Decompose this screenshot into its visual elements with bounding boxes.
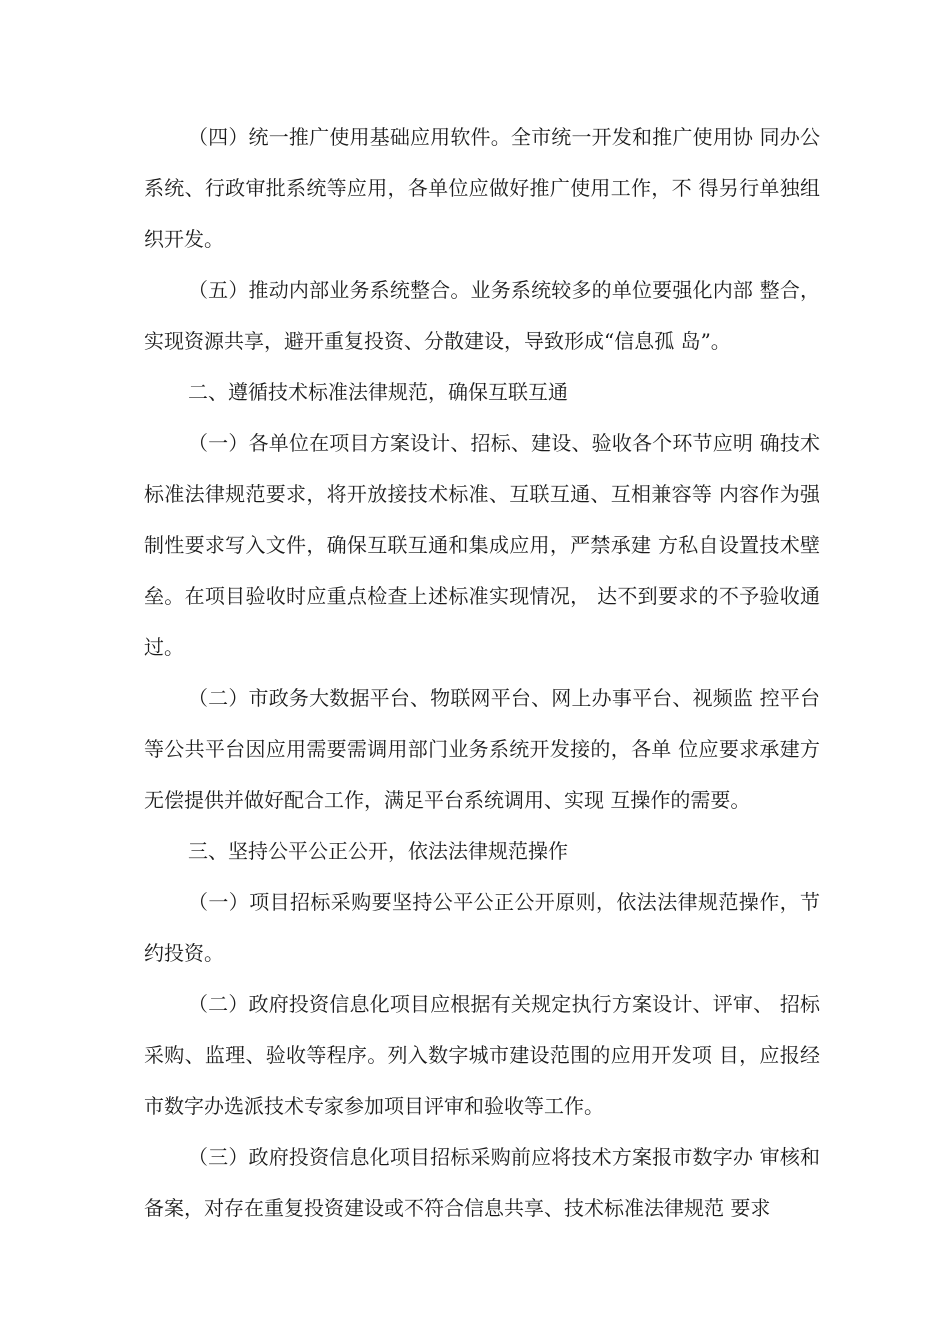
paragraph-system-integration: （五）推动内部业务系统整合。业务系统较多的单位要强化内部 整合，实现资源共享，避开重复投资、分散建设，导致形成“信息孤 岛”。 (144, 278, 820, 353)
section-heading-standards: 二、遵循技术标准法律规范，确保互联互通 (188, 380, 568, 404)
paragraph-technical-review: （三）政府投资信息化项目招标采购前应将技术方案报市数字办 审核和备案，对存在重复投资建设或不符合信息共享、技术标准法律规范 要求 (144, 1145, 820, 1220)
document-body (144, 112, 820, 1234)
section-heading-fairness: 三、坚持公平公正公开，依法法律规范操作 (188, 839, 568, 863)
paragraph-standards-requirements: （一）各单位在项目方案设计、招标、建设、验收各个环节应明 确技术标准法律规范要求，将开放接技术标准、互联互通、互相兼容等 内容作为强制性要求写入文件，确保互联互通和集成应用，严禁承建 方私自设置技术壁垒。在项目验收时应重点检查上述标准实现情况， 达不到要求的不予验收通过。 (144, 431, 820, 659)
paragraph-public-platforms: （二）市政务大数据平台、物联网平台、网上办事平台、视频监 控平台等公共平台因应用需要需调用部门业务系统开发接的，各单 位应要求承建方无偿提供并做好配合工作，满足平台系统调用、实现 互操作的需要。 (144, 686, 820, 812)
paragraph-bidding-principles: （一）项目招标采购要坚持公平公正公开原则，依法法律规范操作，节约投资。 (144, 890, 820, 965)
paragraph-procedures: （二）政府投资信息化项目应根据有关规定执行方案设计、评审、 招标采购、监理、验收等程序。列入数字城市建设范围的应用开发项 目，应报经市数字办选派技术专家参加项目评审和验收等工作。 (144, 992, 820, 1118)
paragraph-unified-software: （四）统一推广使用基础应用软件。全市统一开发和推广使用协 同办公系统、行政审批系统等应用，各单位应做好推广使用工作，不 得另行单独组织开发。 (144, 125, 820, 251)
